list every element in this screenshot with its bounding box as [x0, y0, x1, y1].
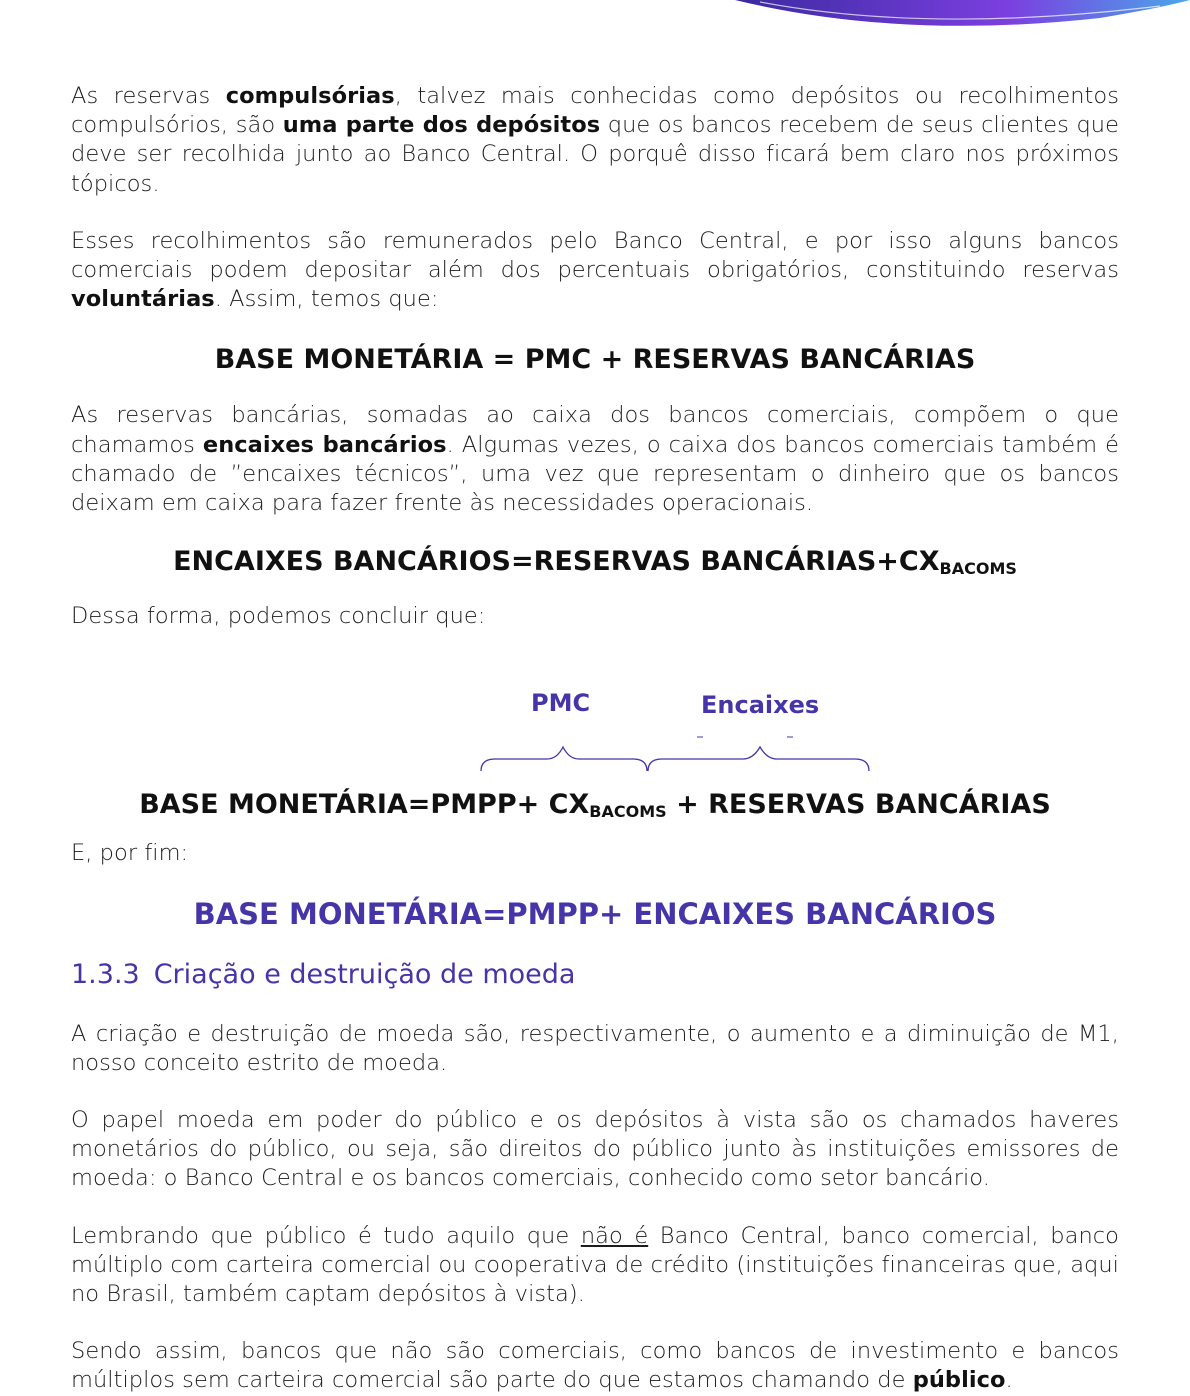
text-span: Sendo assim, bancos que não são comerciais, como bancos de investimento e bancos múltiplos sem carteira comercial são parte do que estamos chamando de	[71, 1338, 1119, 1394]
text-span: que os bancos recebem de seus clientes que deve ser recolhida junto ao Banco Central. O porquê disso ficará bem claro nos próximos tópicos.	[71, 112, 1119, 197]
formula-base-monetaria: BASE MONETÁRIA = PMC + RESERVAS BANCÁRIAS	[214, 344, 976, 376]
formula-text: ENCAIXES BANCÁRIOS=RESERVAS BANCÁRIAS+CX	[173, 546, 940, 578]
section-number: 1.3.3	[71, 958, 140, 990]
document-body	[71, 78, 1119, 1396]
formula-subscript: BACOMS	[589, 802, 667, 822]
text-span: , talvez mais conhecidas como depósitos ou recolhimentos compulsórios, são	[71, 83, 1119, 139]
paragraph-monetary-holdings: O papel moeda em poder do público e os depósitos à vista são os chamados haveres monetários do público, ou seja, são direitos do público junto às instituições emissores de moeda: o Banco Central e os bancos comerciais, conhecido como setor bancário.	[71, 1107, 1119, 1192]
header-decoration	[0, 0, 1190, 40]
formula-subscript: BACOMS	[939, 559, 1017, 579]
paragraph-finally: E, por fim:	[71, 840, 189, 867]
text-span: Esses recolhimentos são remunerados pelo Banco Central, e por isso alguns bancos comerciais podem depositar além dos percentuais obrigatórios, constituindo reservas	[71, 227, 1119, 284]
text-span: As reservas bancárias, somadas ao caixa dos bancos comerciais, compõem o que chamamos	[71, 402, 1119, 458]
bold-term: público	[912, 1367, 1006, 1394]
text-span: Lembrando que público é tudo aquilo que	[71, 1222, 581, 1249]
text-span: .	[1005, 1367, 1013, 1394]
label-pmc: PMC	[531, 689, 591, 718]
label-encaixes: Encaixes	[701, 691, 820, 720]
paragraph-encaixes	[71, 401, 1119, 518]
bold-term: uma parte dos depósitos	[282, 112, 601, 139]
text-span: As reservas	[71, 83, 226, 109]
bold-term: encaixes bancários	[202, 431, 447, 458]
text-span: . Algumas vezes, o caixa dos bancos comerciais também é chamado de ”encaixes técnicos”, uma vez que representam o dinheiro que os bancos deixam em caixa para fazer frente às necessidades operacionais.	[71, 431, 1119, 517]
formula-base-monetaria-expanded	[71, 789, 1119, 821]
base-monetaria-diagram	[71, 689, 1119, 829]
brace-encaixes	[648, 747, 869, 771]
paragraph-voluntary-reserves	[71, 227, 1119, 315]
section-title: Criação e destruição de moeda	[153, 958, 576, 990]
paragraph-non-commercial-banks	[71, 1337, 1119, 1395]
formula-base-monetaria-final: BASE MONETÁRIA=PMPP+ ENCAIXES BANCÁRIOS	[193, 896, 997, 931]
paragraph-money-creation: A criação e destruição de moeda são, respectivamente, o aumento e a diminuição de M1, nosso conceito estrito de moeda.	[71, 1020, 1119, 1076]
bold-term: compulsórias	[225, 83, 395, 109]
brace-pmc	[481, 747, 647, 771]
bold-term: voluntárias	[71, 286, 215, 313]
paragraph-conclusion: Dessa forma, podemos concluir que:	[71, 603, 486, 630]
formula-text: + RESERVAS BANCÁRIAS	[666, 789, 1051, 821]
paragraph-compulsory-reserves	[71, 82, 1119, 199]
text-span: . Assim, temos que:	[214, 286, 439, 313]
section-heading	[71, 959, 1119, 990]
formula-encaixes-bancarios	[71, 546, 1119, 578]
text-span: Banco Central, banco comercial, banco múltiplo com carteira comercial ou cooperativa de crédito (instituições financeiras que, aqui no Brasil, também captam depósitos à vista).	[71, 1222, 1119, 1308]
grouping-braces	[71, 689, 1119, 799]
formula-text: BASE MONETÁRIA=PMPP+ CX	[139, 789, 590, 821]
paragraph-public-definition	[71, 1222, 1119, 1310]
underlined-term: não é	[580, 1222, 649, 1249]
